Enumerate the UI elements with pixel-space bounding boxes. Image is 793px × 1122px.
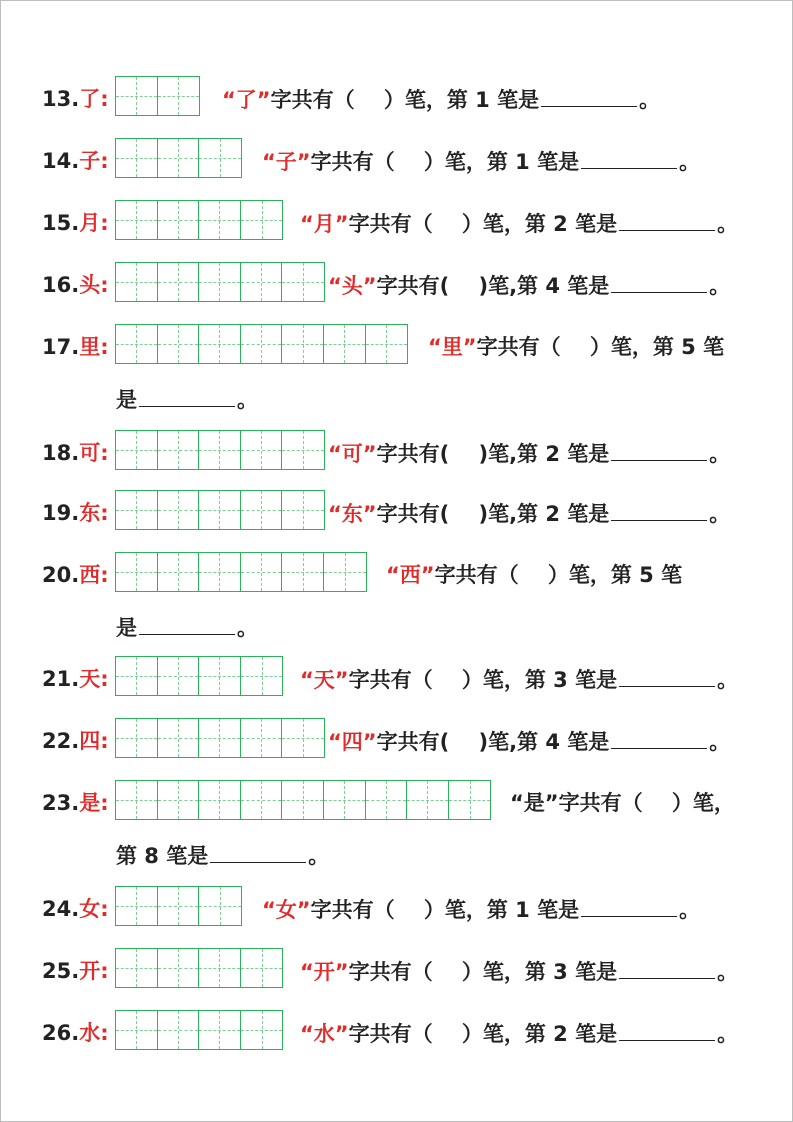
target-character: 西	[79, 563, 101, 587]
exercise-row	[0, 718, 793, 762]
colon: :	[100, 667, 109, 691]
exercise-row	[0, 200, 793, 244]
writing-cell[interactable]	[158, 949, 200, 987]
question-text	[300, 958, 738, 984]
end-mark: 。	[717, 1022, 739, 1046]
writing-cell[interactable]	[199, 781, 241, 819]
question-part-b: ）笔，第 3 笔是	[461, 668, 618, 692]
stroke-count-blank[interactable]	[643, 791, 672, 815]
target-character: 水	[79, 1021, 101, 1045]
answer-blank[interactable]	[619, 958, 715, 979]
question-part-a: 字共有（	[348, 960, 433, 984]
exercise-number	[42, 790, 109, 816]
colon: :	[100, 441, 109, 465]
question-part-a: 字共有（	[270, 88, 355, 112]
tianzige-grid[interactable]	[115, 886, 242, 926]
writing-cell[interactable]	[241, 325, 283, 363]
exercise-row	[0, 948, 793, 992]
exercise-row	[0, 886, 793, 930]
end-mark: 。	[679, 898, 701, 922]
end-mark: 。	[237, 616, 258, 640]
target-character: 了	[79, 87, 101, 111]
quoted-character: “东”	[328, 502, 377, 526]
number-label: 16.	[42, 273, 80, 297]
writing-cell[interactable]	[449, 781, 491, 819]
number-label: 26.	[42, 1021, 80, 1045]
writing-cell[interactable]	[366, 781, 408, 819]
exercise-number	[42, 86, 109, 112]
number-label: 19.	[42, 501, 80, 525]
tianzige-grid[interactable]	[115, 780, 491, 820]
tianzige-grid[interactable]	[115, 1010, 283, 1050]
number-label: 21.	[42, 667, 80, 691]
quoted-character: “月”	[300, 212, 349, 236]
target-character: 头	[79, 273, 101, 297]
colon: :	[100, 1021, 109, 1045]
stroke-count-blank[interactable]	[433, 668, 462, 692]
question-part-b: ）笔，第 5 笔	[589, 335, 725, 359]
number-label: 20.	[42, 563, 80, 587]
colon: :	[100, 273, 109, 297]
writing-cell[interactable]	[116, 949, 158, 987]
writing-cell[interactable]	[199, 949, 241, 987]
tianzige-grid[interactable]	[115, 552, 367, 592]
writing-cell[interactable]	[158, 1011, 200, 1049]
writing-cell[interactable]	[241, 431, 283, 469]
question-part-b: ）笔，第 2 笔是	[461, 212, 618, 236]
exercise-number	[42, 1020, 109, 1046]
colon: :	[100, 501, 109, 525]
colon: :	[100, 791, 109, 815]
writing-cell[interactable]	[158, 657, 200, 695]
continuation-text: 第 8 笔是	[116, 844, 209, 868]
writing-cell[interactable]	[199, 491, 241, 529]
quoted-character: “水”	[300, 1022, 349, 1046]
stroke-count-blank[interactable]	[433, 1022, 462, 1046]
exercise-number	[42, 728, 109, 754]
end-mark: 。	[679, 150, 701, 174]
writing-cell[interactable]	[199, 201, 241, 239]
tianzige-grid[interactable]	[115, 324, 408, 364]
end-mark: 。	[717, 212, 739, 236]
question-text	[300, 1020, 738, 1046]
question-part-b: ）笔，第 1 笔是	[423, 898, 580, 922]
question-text	[510, 790, 735, 816]
writing-cell[interactable]	[158, 491, 200, 529]
question-continuation	[116, 614, 258, 640]
question-part-a: 字共有（	[310, 898, 395, 922]
quoted-character: “西”	[386, 563, 435, 587]
writing-cell[interactable]	[199, 325, 241, 363]
tianzige-grid[interactable]	[115, 430, 325, 470]
question-part-a: 字共有（	[434, 563, 519, 587]
target-character: 是	[79, 791, 101, 815]
exercise-row	[0, 656, 793, 700]
number-label: 25.	[42, 959, 80, 983]
exercise-number	[42, 958, 109, 984]
question-continuation	[116, 386, 258, 412]
number-label: 18.	[42, 441, 80, 465]
question-part-b: ）笔，第 5 笔	[547, 563, 683, 587]
target-character: 里	[79, 335, 101, 359]
answer-blank[interactable]	[619, 666, 715, 687]
writing-cell[interactable]	[158, 77, 200, 115]
question-part-a: 字共有（	[348, 668, 433, 692]
question-part-a: 字共有（	[558, 791, 643, 815]
stroke-count-blank[interactable]	[561, 335, 590, 359]
answer-blank[interactable]	[581, 148, 677, 169]
answer-blank[interactable]	[210, 842, 306, 863]
tianzige-grid[interactable]	[115, 262, 325, 302]
colon: :	[100, 335, 109, 359]
writing-cell[interactable]	[116, 77, 158, 115]
writing-cell[interactable]	[116, 139, 158, 177]
end-mark: 。	[237, 388, 258, 412]
writing-cell[interactable]	[241, 491, 283, 529]
target-character: 子	[79, 149, 101, 173]
continuation-text: 是	[116, 616, 137, 640]
end-mark: 。	[717, 960, 739, 984]
writing-cell[interactable]	[241, 949, 283, 987]
question-part-b: )笔,第 2 笔是	[478, 442, 610, 466]
writing-cell[interactable]	[158, 887, 200, 925]
stroke-count-blank[interactable]	[395, 898, 424, 922]
writing-cell[interactable]	[282, 263, 324, 301]
quoted-character: “四”	[328, 730, 377, 754]
stroke-count-blank[interactable]	[519, 563, 548, 587]
writing-cell[interactable]	[199, 887, 241, 925]
stroke-count-blank[interactable]	[449, 502, 478, 526]
exercise-row	[0, 76, 793, 120]
answer-blank[interactable]	[619, 210, 715, 231]
answer-blank[interactable]	[611, 500, 707, 521]
writing-cell[interactable]	[116, 263, 158, 301]
question-text	[328, 728, 730, 754]
writing-cell[interactable]	[241, 553, 283, 591]
answer-blank[interactable]	[541, 86, 637, 107]
tianzige-grid[interactable]	[115, 718, 325, 758]
question-text	[262, 896, 700, 922]
answer-blank[interactable]	[581, 896, 677, 917]
writing-cell[interactable]	[158, 325, 200, 363]
colon: :	[100, 211, 109, 235]
writing-cell[interactable]	[407, 781, 449, 819]
question-part-a: 字共有（	[476, 335, 561, 359]
writing-cell[interactable]	[158, 139, 200, 177]
question-part-a: 字共有(	[376, 442, 450, 466]
colon: :	[100, 563, 109, 587]
writing-cell[interactable]	[199, 263, 241, 301]
answer-blank[interactable]	[139, 386, 235, 407]
number-label: 14.	[42, 149, 80, 173]
question-text	[428, 334, 724, 360]
end-mark: 。	[639, 88, 661, 112]
writing-cell[interactable]	[116, 719, 158, 757]
writing-cell[interactable]	[241, 263, 283, 301]
target-character: 东	[79, 501, 101, 525]
end-mark: 。	[709, 730, 731, 754]
writing-cell[interactable]	[282, 781, 324, 819]
quoted-character: “了”	[222, 88, 271, 112]
writing-cell[interactable]	[158, 431, 200, 469]
stroke-count-blank[interactable]	[449, 274, 478, 298]
stroke-count-blank[interactable]	[449, 442, 478, 466]
exercise-row	[0, 262, 793, 306]
answer-blank[interactable]	[619, 1020, 715, 1041]
exercise-number	[42, 896, 109, 922]
question-part-b: ）笔，	[671, 791, 735, 815]
exercise-number	[42, 562, 109, 588]
writing-cell[interactable]	[116, 431, 158, 469]
question-text	[222, 86, 660, 112]
question-part-a: 字共有（	[348, 212, 433, 236]
question-part-b: ）笔，第 1 笔是	[423, 150, 580, 174]
end-mark: 。	[709, 274, 731, 298]
writing-cell[interactable]	[199, 553, 241, 591]
answer-blank[interactable]	[139, 614, 235, 635]
question-part-b: ）笔，第 3 笔是	[461, 960, 618, 984]
writing-cell[interactable]	[199, 657, 241, 695]
end-mark: 。	[308, 844, 330, 868]
question-part-b: )笔,第 2 笔是	[478, 502, 610, 526]
writing-cell[interactable]	[241, 1011, 283, 1049]
number-label: 13.	[42, 87, 80, 111]
quoted-character: “可”	[328, 442, 377, 466]
answer-blank[interactable]	[611, 440, 707, 461]
number-label: 22.	[42, 729, 80, 753]
writing-cell[interactable]	[282, 553, 324, 591]
question-text	[300, 666, 738, 692]
colon: :	[100, 149, 109, 173]
writing-cell[interactable]	[158, 553, 200, 591]
colon: :	[100, 959, 109, 983]
tianzige-grid[interactable]	[115, 656, 283, 696]
writing-cell[interactable]	[116, 553, 158, 591]
question-part-b: ）笔，第 2 笔是	[461, 1022, 618, 1046]
writing-cell[interactable]	[282, 491, 324, 529]
quoted-character: “是”	[510, 791, 559, 815]
writing-cell[interactable]	[116, 1011, 158, 1049]
exercise-number	[42, 334, 109, 360]
tianzige-grid[interactable]	[115, 138, 242, 178]
quoted-character: “女”	[262, 898, 311, 922]
question-part-a: 字共有（	[348, 1022, 433, 1046]
writing-cell[interactable]	[199, 1011, 241, 1049]
number-label: 24.	[42, 897, 80, 921]
number-label: 15.	[42, 211, 80, 235]
target-character: 女	[79, 897, 101, 921]
writing-cell[interactable]	[116, 201, 158, 239]
writing-cell[interactable]	[282, 325, 324, 363]
writing-cell[interactable]	[241, 657, 283, 695]
writing-cell[interactable]	[324, 553, 366, 591]
exercise-number	[42, 500, 109, 526]
stroke-count-blank[interactable]	[449, 730, 478, 754]
exercise-number	[42, 440, 109, 466]
question-text	[386, 562, 682, 588]
exercise-number	[42, 210, 109, 236]
question-text	[328, 440, 730, 466]
writing-cell[interactable]	[324, 325, 366, 363]
writing-cell[interactable]	[324, 781, 366, 819]
question-text	[328, 500, 730, 526]
colon: :	[100, 897, 109, 921]
exercise-row	[0, 1010, 793, 1054]
tianzige-grid[interactable]	[115, 490, 325, 530]
number-label: 23.	[42, 791, 80, 815]
target-character: 可	[79, 441, 101, 465]
question-text	[328, 272, 730, 298]
writing-cell[interactable]	[282, 431, 324, 469]
question-part-b: )笔,第 4 笔是	[478, 274, 610, 298]
end-mark: 。	[717, 668, 739, 692]
question-part-b: )笔,第 4 笔是	[478, 730, 610, 754]
question-text	[300, 210, 738, 236]
quoted-character: “头”	[328, 274, 377, 298]
exercise-row	[0, 138, 793, 182]
target-character: 开	[79, 959, 101, 983]
continuation-text: 是	[116, 388, 137, 412]
stroke-count-blank[interactable]	[433, 960, 462, 984]
writing-cell[interactable]	[158, 263, 200, 301]
writing-cell[interactable]	[199, 139, 241, 177]
writing-cell[interactable]	[241, 719, 283, 757]
writing-cell[interactable]	[158, 781, 200, 819]
tianzige-grid[interactable]	[115, 948, 283, 988]
stroke-count-blank[interactable]	[433, 212, 462, 236]
writing-cell[interactable]	[158, 201, 200, 239]
question-part-a: 字共有(	[376, 502, 450, 526]
end-mark: 。	[709, 502, 731, 526]
writing-cell[interactable]	[116, 657, 158, 695]
question-part-a: 字共有(	[376, 730, 450, 754]
exercise-number	[42, 666, 109, 692]
writing-cell[interactable]	[241, 781, 283, 819]
writing-cell[interactable]	[199, 719, 241, 757]
answer-blank[interactable]	[611, 728, 707, 749]
stroke-count-blank[interactable]	[355, 88, 384, 112]
target-character: 四	[79, 729, 101, 753]
exercise-number	[42, 148, 109, 174]
exercise-row	[0, 324, 793, 368]
target-character: 月	[79, 211, 101, 235]
question-part-a: 字共有（	[310, 150, 395, 174]
writing-cell[interactable]	[116, 781, 158, 819]
exercise-row	[0, 780, 793, 824]
answer-blank[interactable]	[611, 272, 707, 293]
question-part-a: 字共有(	[376, 274, 450, 298]
question-continuation	[116, 842, 329, 868]
colon: :	[100, 87, 109, 111]
quoted-character: “开”	[300, 960, 349, 984]
number-label: 17.	[42, 335, 80, 359]
question-part-b: ）笔，第 1 笔是	[383, 88, 540, 112]
writing-cell[interactable]	[158, 719, 200, 757]
writing-cell[interactable]	[199, 431, 241, 469]
tianzige-grid[interactable]	[115, 200, 283, 240]
writing-cell[interactable]	[116, 325, 158, 363]
writing-cell[interactable]	[116, 491, 158, 529]
question-text	[262, 148, 700, 174]
tianzige-grid[interactable]	[115, 76, 200, 116]
writing-cell[interactable]	[366, 325, 408, 363]
writing-cell[interactable]	[241, 201, 283, 239]
target-character: 天	[79, 667, 101, 691]
quoted-character: “里”	[428, 335, 477, 359]
exercise-number	[42, 272, 109, 298]
stroke-count-blank[interactable]	[395, 150, 424, 174]
writing-cell[interactable]	[282, 719, 324, 757]
quoted-character: “子”	[262, 150, 311, 174]
exercise-row	[0, 552, 793, 596]
quoted-character: “天”	[300, 668, 349, 692]
exercise-row	[0, 430, 793, 474]
exercise-row	[0, 490, 793, 534]
end-mark: 。	[709, 442, 731, 466]
writing-cell[interactable]	[116, 887, 158, 925]
colon: :	[100, 729, 109, 753]
